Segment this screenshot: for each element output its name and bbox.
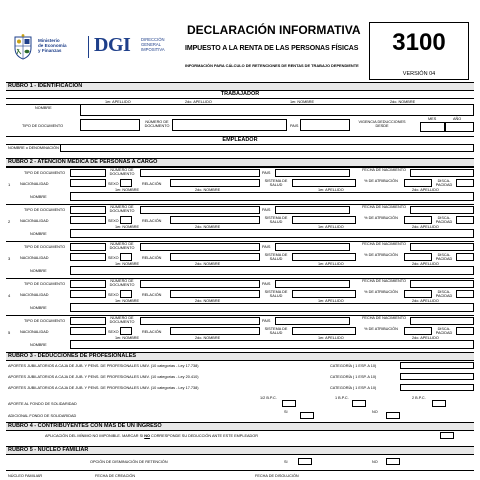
label-apellido2: 2do. APELLIDO: [412, 262, 439, 266]
label-numero-doc: NÚMERO DE DOCUMENTO: [109, 168, 135, 177]
input-dependiente-sistema[interactable]: [292, 253, 356, 261]
checkbox-opcion-si[interactable]: [298, 458, 312, 465]
label-nombre-denominacion: NOMBRE o DENOMINACIÓN: [8, 146, 59, 150]
input-dependiente-fecha-nac[interactable]: [410, 243, 474, 251]
label-nombre: NOMBRE: [35, 106, 52, 110]
input-dependiente-pct[interactable]: [404, 216, 432, 224]
label-pct-atribucion: % DE ATRIBUCIÓN: [364, 327, 398, 331]
rubro2-row-number: 3: [8, 256, 11, 261]
input-dependiente-pct[interactable]: [404, 327, 432, 335]
input-dependiente-tipo-doc[interactable]: [70, 206, 106, 214]
checkbox-dependiente-disca[interactable]: [456, 179, 474, 187]
label-fecha-nac: FECHA DE NACIMIENTO: [362, 168, 406, 172]
input-dependiente-fecha-nac[interactable]: [410, 206, 474, 214]
input-dependiente-sexo[interactable]: [120, 327, 132, 335]
input-dependiente-relacion[interactable]: [170, 327, 260, 335]
input-dependiente-numero-doc[interactable]: [140, 280, 260, 288]
input-dependiente-sexo[interactable]: [120, 253, 132, 261]
rubro2-title: RUBRO 2 - ATENCIÓN MÉDICA DE PERSONAS A CARGO: [6, 158, 474, 167]
checkbox-adicional-no[interactable]: [386, 412, 400, 419]
label-aporte3: APORTES JUBILATORIOS A CAJA DE JUB. Y PENS. DE PROFESIONALES UNIV. (10 categorías - Ley 17.738): [8, 386, 199, 390]
label-nombre2: 2do. NOMBRE: [390, 100, 416, 104]
rubro4-text-post: CORRESPONDE SU DEDUCCIÓN ANTE ESTE EMPLEADOR: [149, 434, 258, 438]
label-fondo-solidaridad: APORTE AL FONDO DE SOLIDARIDAD: [8, 402, 77, 406]
label-nacionalidad: NACIONALIDAD: [20, 256, 49, 260]
label-fecha-creacion: FECHA DE CREACIÓN: [95, 474, 136, 478]
label-fecha-nac: FECHA DE NACIMIENTO: [362, 316, 406, 320]
label-nombre1: 1er. NOMBRE: [115, 262, 140, 266]
label-apellido1: 1er. APELLIDO: [105, 100, 131, 104]
input-dependiente-fecha-nac[interactable]: [410, 317, 474, 325]
input-dependiente-tipo-doc[interactable]: [70, 243, 106, 251]
label-pais: PAIS: [262, 245, 271, 249]
label-relacion: RELACIÓN: [142, 219, 162, 223]
label-adicional: ADICIONAL FONDO DE SOLIDARIDAD: [8, 414, 77, 418]
input-dependiente-sistema[interactable]: [292, 179, 356, 187]
label-no-r5: NO: [372, 460, 378, 464]
label-pais: PAIS: [290, 124, 299, 128]
label-nombre: NOMBRE: [30, 269, 47, 273]
rubro4-title: RUBRO 4 - CONTRIBUYENTES CON MÁS DE UN INGRESO: [6, 422, 474, 431]
input-mes[interactable]: [420, 122, 445, 132]
label-apellido1: 1er. APELLIDO: [318, 299, 344, 303]
label-nombre1: 1er. NOMBRE: [115, 225, 140, 229]
checkbox-dependiente-disca[interactable]: [456, 290, 474, 298]
label-nombre1: 1er. NOMBRE: [115, 299, 140, 303]
input-dependiente-pais[interactable]: [275, 280, 350, 288]
label-nombre: NOMBRE: [30, 343, 47, 347]
rubro4-text-no: NO: [144, 434, 150, 438]
label-fecha-disolucion: FECHA DE DISOLUCIÓN: [255, 474, 299, 478]
label-numero-doc: NÚMERO DE DOCUMENTO: [109, 242, 135, 251]
input-numero-doc[interactable]: [172, 119, 287, 131]
label-tipo-doc: TIPO DE DOCUMENTO: [22, 124, 64, 128]
label-apellido1: 1er. APELLIDO: [318, 188, 344, 192]
input-dependiente-numero-doc[interactable]: [140, 243, 260, 251]
label-discapacidad: DISCA-PACIDAD: [435, 253, 453, 262]
label-relacion: RELACIÓN: [142, 256, 162, 260]
input-categoria3[interactable]: [400, 384, 474, 391]
input-dependiente-sistema[interactable]: [292, 216, 356, 224]
input-nombre-empleador[interactable]: [60, 144, 474, 152]
label-sistema-salud: SISTEMA DE SALUD: [264, 327, 288, 336]
uruguay-coat-of-arms-icon: [12, 34, 34, 60]
label-numero-doc: NÚMERO DE DOCUMENTO: [109, 205, 135, 214]
label-opcion: OPCIÓN DE DISMINUCIÓN DE RETENCIÓN: [90, 460, 168, 464]
form-version: VERSIÓN 04: [402, 71, 436, 77]
checkbox-minimo-no-imponible[interactable]: [440, 432, 454, 439]
ministry-line3: y Finanzas: [38, 48, 62, 53]
label-pais: PAIS: [262, 208, 271, 212]
checkbox-bpc-1[interactable]: [352, 400, 366, 407]
checkbox-dependiente-disca[interactable]: [456, 216, 474, 224]
checkbox-bpc-half[interactable]: [282, 400, 296, 407]
input-dependiente-relacion[interactable]: [170, 179, 260, 187]
label-sistema-salud: SISTEMA DE SALUD: [264, 290, 288, 299]
checkbox-opcion-no[interactable]: [386, 458, 400, 465]
label-categoria1: CATEGORÍA ( 1 ESP. A 10): [330, 364, 377, 368]
label-apellido1: 1er. APELLIDO: [318, 336, 344, 340]
label-nombre2: 2do. NOMBRE: [195, 188, 221, 192]
logo-divider: [88, 36, 89, 58]
label-apellido1: 1er. APELLIDO: [318, 262, 344, 266]
input-dependiente-sistema[interactable]: [292, 290, 356, 298]
checkbox-dependiente-disca[interactable]: [456, 253, 474, 261]
label-categoria2: CATEGORÍA ( 1 ESP. A 10): [330, 375, 377, 379]
label-pct-atribucion: % DE ATRIBUCIÓN: [364, 179, 398, 183]
label-tipo-doc: TIPO DE DOCUMENTO: [24, 245, 66, 249]
label-fecha-nac: FECHA DE NACIMIENTO: [362, 205, 406, 209]
label-pct-atribucion: % DE ATRIBUCIÓN: [364, 216, 398, 220]
label-bpc-half: 1/2 B.P.C.: [260, 396, 277, 400]
input-dependiente-nombre[interactable]: [70, 192, 474, 201]
dgi-sub1: DIRECCIÓN: [141, 37, 165, 42]
label-mes: MES: [428, 117, 437, 121]
label-nacionalidad: NACIONALIDAD: [20, 219, 49, 223]
label-fecha-nac: FECHA DE NACIMIENTO: [362, 242, 406, 246]
input-ano[interactable]: [445, 122, 474, 132]
label-ano: AÑO: [453, 117, 462, 121]
input-dependiente-tipo-doc[interactable]: [70, 317, 106, 325]
rubro5-title: RUBRO 5 - NÚCLEO FAMILIAR: [6, 446, 474, 455]
input-pais[interactable]: [300, 119, 350, 131]
label-apellido2: 2do. APELLIDO: [185, 100, 212, 104]
label-tipo-doc: TIPO DE DOCUMENTO: [24, 319, 66, 323]
input-dependiente-numero-doc[interactable]: [140, 169, 260, 177]
trabajador-band: TRABAJADOR: [6, 91, 474, 99]
label-categoria3: CATEGORÍA ( 1 ESP. A 10): [330, 386, 377, 390]
checkbox-bpc-2[interactable]: [432, 400, 446, 407]
label-discapacidad: DISCA-PACIDAD: [435, 290, 453, 299]
label-nombre1: 1er. NOMBRE: [115, 336, 140, 340]
input-dependiente-nacionalidad[interactable]: [70, 216, 106, 224]
label-nombre: NOMBRE: [30, 306, 47, 310]
input-dependiente-sexo[interactable]: [120, 290, 132, 298]
label-numero-doc: NÚMERO DE DOCUMENTO: [144, 120, 170, 129]
label-bpc-1: 1 B.P.C.: [335, 396, 349, 400]
label-discapacidad: DISCA-PACIDAD: [435, 327, 453, 336]
label-discapacidad: DISCA-PACIDAD: [435, 179, 453, 188]
label-fecha-nac: FECHA DE NACIMIENTO: [362, 279, 406, 283]
input-dependiente-nombre[interactable]: [70, 229, 474, 238]
form-header: [0, 0, 480, 82]
input-dependiente-pct[interactable]: [404, 179, 432, 187]
label-pais: PAIS: [262, 171, 271, 175]
label-sexo: SEXO: [108, 182, 119, 186]
input-dependiente-fecha-nac[interactable]: [410, 169, 474, 177]
label-tipo-doc: TIPO DE DOCUMENTO: [24, 208, 66, 212]
label-no-r3: NO: [372, 410, 378, 414]
input-dependiente-sistema[interactable]: [292, 327, 356, 335]
input-categoria2[interactable]: [400, 373, 474, 380]
label-vigencia: VIGENCIA DEDUCCIONES DESDE: [358, 120, 406, 129]
label-aporte1: APORTES JUBILATORIOS A CAJA DE JUB. Y PENS. DE PROFESIONALES UNIV. (10 categorías - Ley 17.738): [8, 364, 199, 368]
input-dependiente-fecha-nac[interactable]: [410, 280, 474, 288]
checkbox-adicional-si[interactable]: [300, 412, 314, 419]
rubro4-text-pre: APLICACIÓN DEL MÍNIMO NO IMPONIBLE. MARCAR SI: [45, 434, 145, 438]
checkbox-dependiente-disca[interactable]: [456, 327, 474, 335]
input-dependiente-pais[interactable]: [275, 243, 350, 251]
title-box: [183, 20, 368, 78]
input-dependiente-pais[interactable]: [275, 206, 350, 214]
label-nacionalidad: NACIONALIDAD: [20, 182, 49, 186]
input-dependiente-pct[interactable]: [404, 290, 432, 298]
input-dependiente-pais[interactable]: [275, 317, 350, 325]
dgi-logo: DGI: [94, 34, 131, 56]
label-pct-atribucion: % DE ATRIBUCIÓN: [364, 290, 398, 294]
dgi-sub2: GENERAL: [141, 41, 162, 47]
input-dependiente-sexo[interactable]: [120, 216, 132, 224]
label-pais: PAIS: [262, 282, 271, 286]
label-sistema-salud: SISTEMA DE SALUD: [264, 253, 288, 262]
rubro4-text: [45, 434, 258, 438]
label-relacion: RELACIÓN: [142, 293, 162, 297]
ministry-line1: Ministerio: [38, 38, 60, 43]
rubro1-title: RUBRO 1 - IDENTIFICACIÓN: [6, 82, 474, 91]
label-apellido2: 2do. APELLIDO: [412, 225, 439, 229]
input-dependiente-nombre[interactable]: [70, 266, 474, 275]
label-nombre2: 2do. NOMBRE: [195, 225, 221, 229]
label-nombre2: 2do. NOMBRE: [195, 336, 221, 340]
label-nacionalidad: NACIONALIDAD: [20, 293, 49, 297]
input-categoria1[interactable]: [400, 362, 474, 369]
label-pais: PAIS: [262, 319, 271, 323]
label-sistema-salud: SISTEMA DE SALUD: [264, 179, 288, 188]
label-tipo-doc: TIPO DE DOCUMENTO: [24, 171, 66, 175]
label-nombre2: 2do. NOMBRE: [195, 262, 221, 266]
input-dependiente-relacion[interactable]: [170, 216, 260, 224]
rubro3-title: RUBRO 3 - DEDUCCIONES DE PROFESIONALES: [6, 352, 474, 361]
input-dependiente-relacion[interactable]: [170, 290, 260, 298]
form-title: DECLARACIÓN INFORMATIVA: [187, 23, 361, 37]
ministry-line2: de Economía: [38, 43, 67, 48]
label-apellido1: 1er. APELLIDO: [318, 225, 344, 229]
label-relacion: RELACIÓN: [142, 182, 162, 186]
form-number-box: [369, 22, 469, 80]
rubro2-row-number: 1: [8, 182, 11, 187]
input-dependiente-nacionalidad[interactable]: [70, 290, 106, 298]
input-dependiente-relacion[interactable]: [170, 253, 260, 261]
rubro2-row-number: 4: [8, 293, 11, 298]
form-number: 3100: [392, 29, 446, 56]
label-nombre1: 1er. NOMBRE: [290, 100, 315, 104]
input-dependiente-pct[interactable]: [404, 253, 432, 261]
label-nombre2: 2do. NOMBRE: [195, 299, 221, 303]
label-si-r3: SI: [284, 410, 288, 414]
label-si-r5: SI: [284, 460, 288, 464]
form-description: INFORMACIÓN PARA CÁLCULO DE RETENCIONES DE RENTAS DE TRABAJO DEPENDIENTE: [185, 63, 359, 68]
form-subtitle: IMPUESTO A LA RENTA DE LAS PERSONAS FÍSICAS: [185, 45, 359, 52]
label-apellido2: 2do. APELLIDO: [412, 188, 439, 192]
label-bpc-2: 2 B.P.C.: [412, 396, 426, 400]
label-sexo: SEXO: [108, 330, 119, 334]
label-nombre: NOMBRE: [30, 232, 47, 236]
input-tipo-doc[interactable]: [80, 119, 140, 131]
label-sexo: SEXO: [108, 219, 119, 223]
input-nombre-trabajador[interactable]: [80, 104, 474, 116]
label-tipo-doc: TIPO DE DOCUMENTO: [24, 282, 66, 286]
label-relacion: RELACIÓN: [142, 330, 162, 334]
label-aporte2: APORTES JUBILATORIOS A CAJA DE JUB. Y PENS. DE PROFESIONALES UNIV. (10 categorías - Ley 20.410): [8, 375, 199, 379]
label-sexo: SEXO: [108, 256, 119, 260]
empleador-band: EMPLEADOR: [6, 136, 474, 145]
label-pct-atribucion: % DE ATRIBUCIÓN: [364, 253, 398, 257]
input-dependiente-sexo[interactable]: [120, 179, 132, 187]
label-nombre: NOMBRE: [30, 195, 47, 199]
input-dependiente-pais[interactable]: [275, 169, 350, 177]
input-dependiente-numero-doc[interactable]: [140, 206, 260, 214]
label-numero-doc: NÚMERO DE DOCUMENTO: [109, 279, 135, 288]
input-dependiente-nacionalidad[interactable]: [70, 179, 106, 187]
input-dependiente-tipo-doc[interactable]: [70, 169, 106, 177]
label-sexo: SEXO: [108, 293, 119, 297]
label-apellido2: 2do. APELLIDO: [412, 336, 439, 340]
rubro2-row-number: 2: [8, 219, 11, 224]
label-nucleo: NÚCLEO FAMILIAR: [8, 474, 43, 478]
label-discapacidad: DISCA-PACIDAD: [435, 216, 453, 225]
logo-area: [8, 24, 178, 74]
input-dependiente-nombre[interactable]: [70, 303, 474, 312]
input-dependiente-numero-doc[interactable]: [140, 317, 260, 325]
label-nacionalidad: NACIONALIDAD: [20, 330, 49, 334]
rubro2-row-number: 5: [8, 330, 11, 335]
dgi-sub3: IMPOSITIVA: [141, 46, 165, 52]
label-numero-doc: NÚMERO DE DOCUMENTO: [109, 316, 135, 325]
label-nombre1: 1er. NOMBRE: [115, 188, 140, 192]
label-apellido2: 2do. APELLIDO: [412, 299, 439, 303]
input-dependiente-nacionalidad[interactable]: [70, 327, 106, 335]
input-dependiente-nombre[interactable]: [70, 340, 474, 349]
input-dependiente-nacionalidad[interactable]: [70, 253, 106, 261]
label-sistema-salud: SISTEMA DE SALUD: [264, 216, 288, 225]
input-dependiente-tipo-doc[interactable]: [70, 280, 106, 288]
